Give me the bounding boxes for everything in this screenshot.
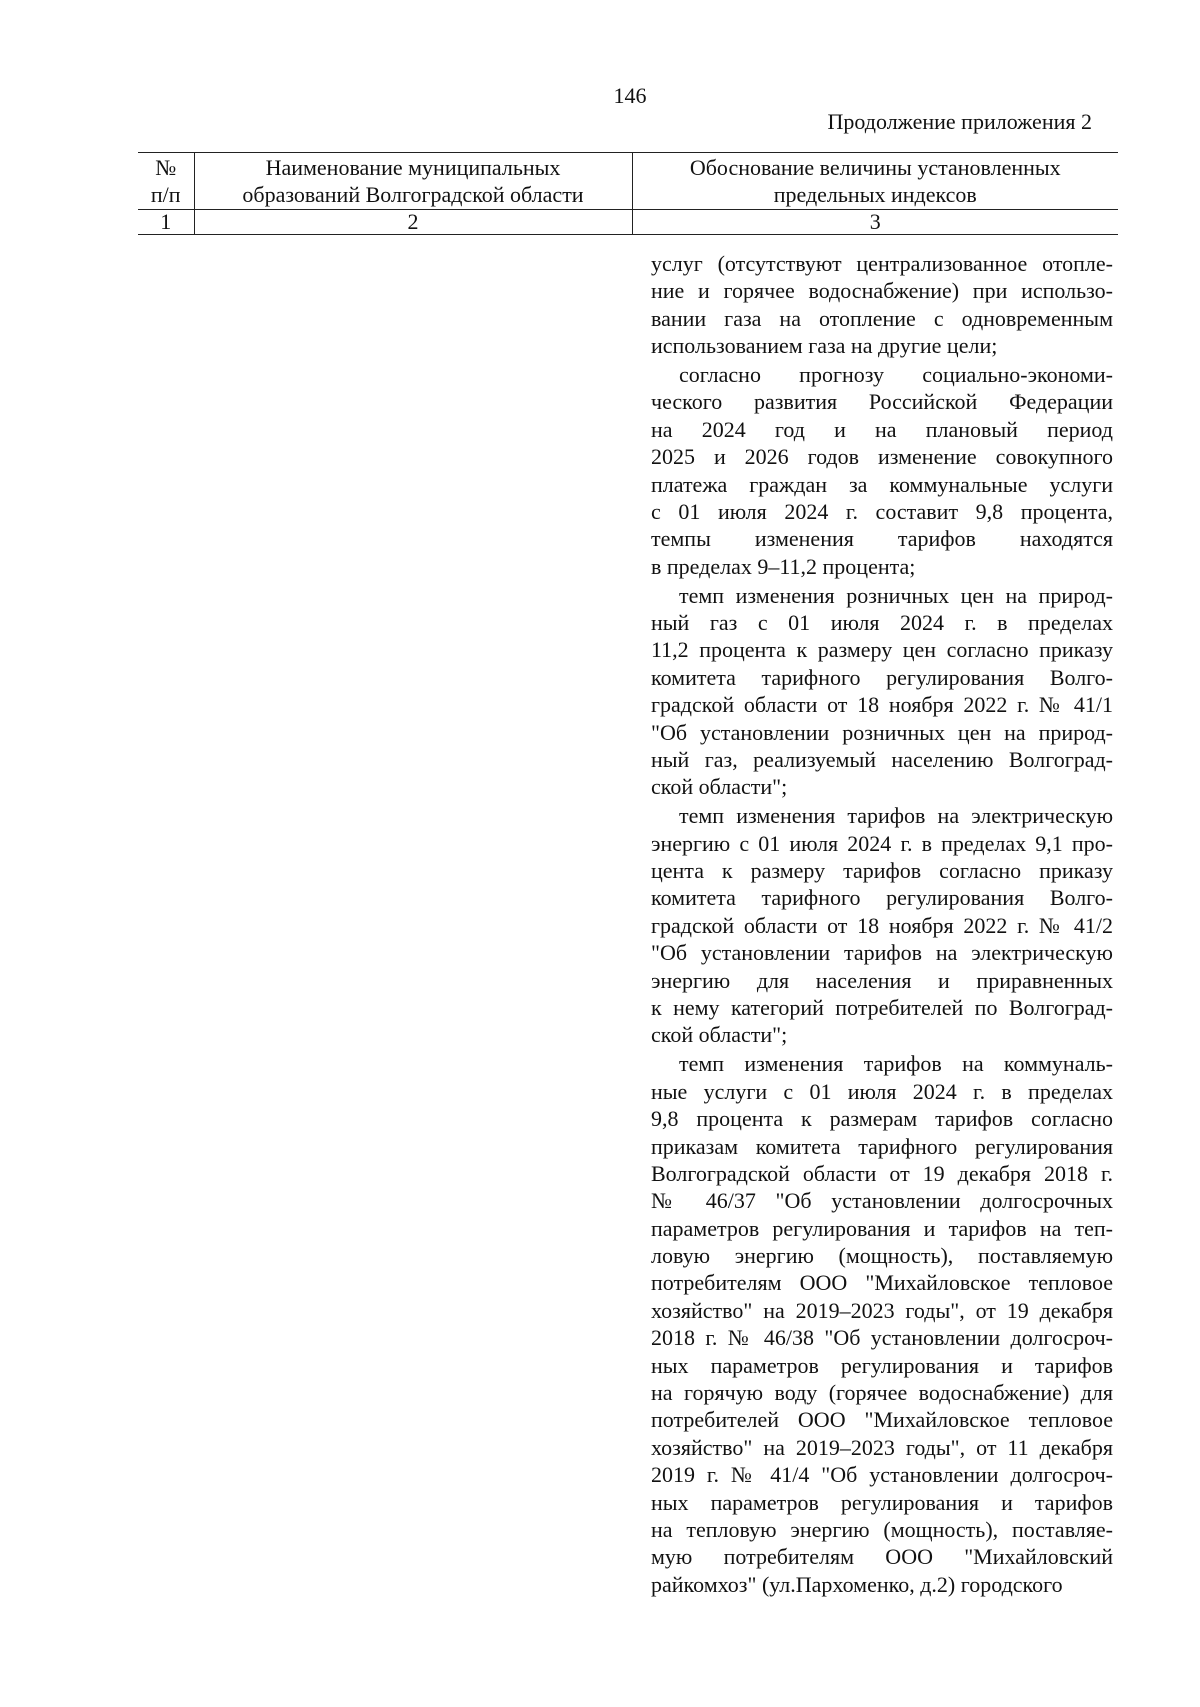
text-line: райкомхоз" (ул.Пархоменко, д.2) городского (651, 1571, 1063, 1597)
text-line: комитета тарифного регулирования Волго- (651, 664, 1113, 690)
text-line: потребителям ООО "Михайловское тепловое (651, 1270, 1113, 1296)
column-header-line: № (155, 155, 177, 180)
column-header-line: образований Волгоградской области (242, 182, 584, 207)
text-line: вании газа на отопление с одновременным (651, 305, 1113, 331)
text-line: ловую энергию (мощность), поставляемую (651, 1243, 1113, 1269)
text-line: услуг (отсутствуют централизованное отопле- (651, 251, 1113, 276)
column-header-line: предельных индексов (773, 182, 977, 207)
text-line: № 46/37 "Об установлении долгосрочных (651, 1188, 1113, 1214)
text-line: на тепловую энергию (мощность), поставляе- (651, 1516, 1113, 1542)
text-line: хозяйство" на 2019–2023 годы", от 19 декабря (651, 1297, 1113, 1323)
text-line: цента к размеру тарифов согласно приказу (651, 858, 1113, 884)
text-line: на горячую воду (горячее водоснабжение) для (651, 1380, 1113, 1406)
continuation-label: Продолжение приложения 2 (827, 109, 1092, 134)
text-line: ные услуги с 01 июля 2024 г. в пределах (651, 1078, 1113, 1104)
text-line: 11,2 процента к размеру цен согласно приказу (651, 637, 1113, 663)
text-line: ный газ с 01 июля 2024 г. в пределах (651, 610, 1113, 636)
column-header-line: Наименование муниципальных (265, 155, 561, 180)
column-header-justification (632, 153, 1118, 210)
column-header-municipality (194, 153, 632, 210)
text-line: приказам комитета тарифного регулирования (651, 1133, 1113, 1159)
justification-text (651, 250, 1113, 1600)
text-line: платежа граждан за коммунальные услуги (651, 471, 1113, 497)
text-line: Волгоградской области от 19 декабря 2018 г. (651, 1160, 1113, 1186)
column-number: 2 (194, 210, 632, 235)
text-line: градской области от 18 ноября 2022 г. № 41/1 (651, 692, 1113, 718)
table-header-row (138, 153, 1118, 210)
text-line: согласно прогнозу социально-экономи- (679, 362, 1113, 388)
appendix-table-header (138, 152, 1118, 235)
text-line: комитета тарифного регулирования Волго- (651, 885, 1113, 911)
text-line: мую потребителям ООО "Михайловский (651, 1544, 1113, 1570)
text-line: градской области от 18 ноября 2022 г. № 41/2 (651, 912, 1113, 938)
text-line: в пределах 9–11,2 процента; (651, 553, 916, 579)
text-line: ской области"; (651, 774, 788, 800)
text-line: темп изменения тарифов на коммуналь- (679, 1051, 1113, 1077)
text-line: "Об установлении розничных цен на природ- (651, 719, 1113, 745)
column-header-line: Обоснование величины установленных (689, 155, 1061, 180)
text-line: ской области"; (651, 1022, 788, 1048)
column-number: 1 (138, 210, 194, 235)
text-line: на 2024 год и на плановый период (651, 416, 1113, 442)
text-line: с 01 июля 2024 г. составит 9,8 процента, (651, 499, 1113, 525)
text-line: ный газ, реализуемый населению Волгоград- (651, 747, 1113, 773)
text-line: к нему категорий потребителей по Волгоград- (651, 995, 1113, 1021)
column-number-row (138, 210, 1118, 235)
text-line: энергию для населения и приравненных (651, 967, 1113, 993)
text-line: темпы изменения тарифов находятся (651, 526, 1113, 552)
text-line: потребителей ООО "Михайловское тепловое (651, 1407, 1113, 1433)
column-number: 3 (632, 210, 1118, 235)
column-header-number (138, 153, 194, 210)
text-line: хозяйство" на 2019–2023 годы", от 11 декабря (651, 1434, 1113, 1460)
justification-paragraph (651, 802, 1113, 1049)
text-line: темп изменения тарифов на электрическую (679, 803, 1113, 829)
text-line: энергию с 01 июля 2024 г. в пределах 9,1 про- (651, 830, 1113, 856)
text-line: темп изменения розничных цен на природ- (679, 582, 1113, 608)
column-header-line: п/п (150, 182, 181, 207)
text-line: ных параметров регулирования и тарифов (651, 1489, 1113, 1515)
text-line: "Об установлении тарифов на электрическую (651, 940, 1113, 966)
text-line: ных параметров регулирования и тарифов (651, 1352, 1113, 1378)
justification-paragraph (651, 1050, 1113, 1598)
text-line: ние и горячее водоснабжение) при использо- (651, 278, 1113, 304)
text-line: 2025 и 2026 годов изменение совокупного (651, 444, 1113, 470)
text-line: 2019 г. № 41/4 "Об установлении долгосроч- (651, 1462, 1113, 1488)
page-number: 146 (613, 83, 647, 108)
justification-paragraph (651, 361, 1113, 580)
text-line: параметров регулирования и тарифов на теп- (651, 1215, 1113, 1241)
justification-paragraph (651, 250, 1113, 360)
justification-paragraph (651, 582, 1113, 801)
text-line: ческого развития Российской Федерации (651, 389, 1113, 415)
text-line: использованием газа на другие цели; (651, 333, 998, 359)
text-line: 9,8 процента к размерам тарифов согласно (651, 1106, 1113, 1132)
text-line: 2018 г. № 46/38 "Об установлении долгосроч- (651, 1325, 1113, 1351)
